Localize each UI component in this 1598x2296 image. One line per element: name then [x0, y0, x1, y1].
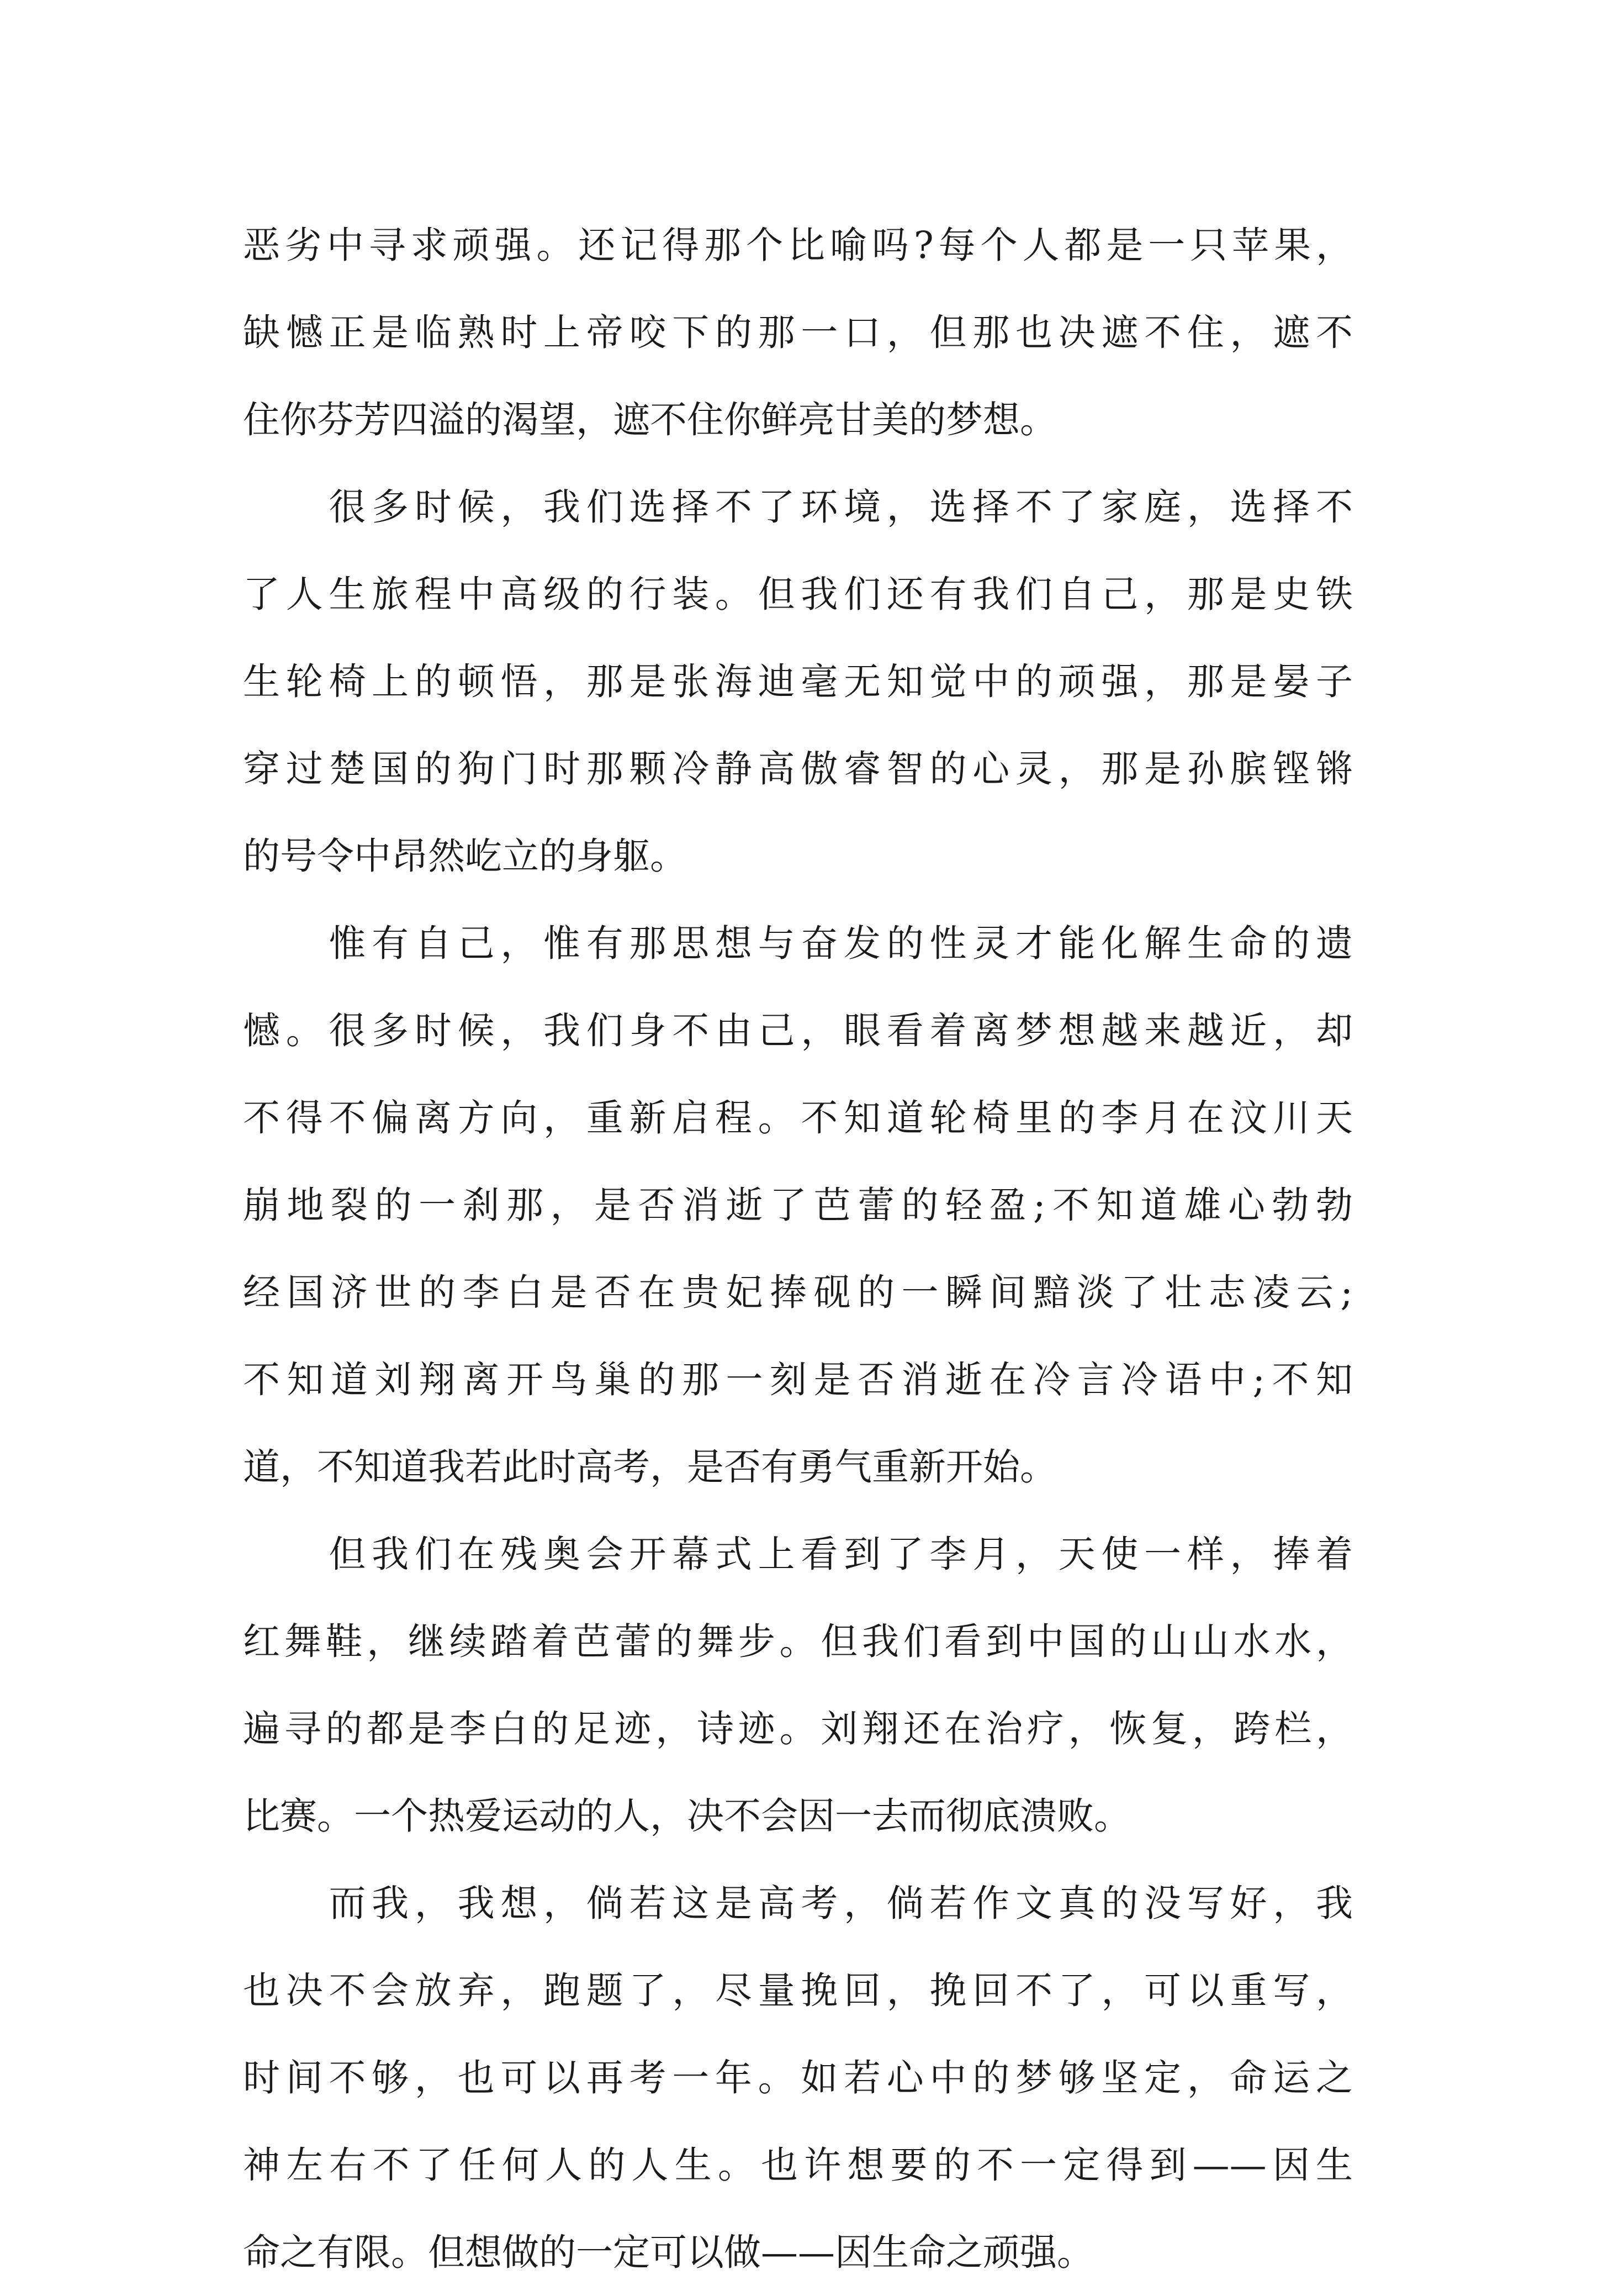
text-line: 住你芬芳四溢的渴望，遮不住你鲜亮甘美的梦想。: [243, 398, 1057, 441]
text-line: 时间不够，也可以再考一年。如若心中的梦够坚定，命运之: [243, 2056, 1353, 2099]
text-line: 穿过楚国的狗门时那颗冷静高傲睿智的心灵，那是孙膑铿锵: [243, 747, 1353, 790]
text-line: 命之有限。但想做的一定可以做——因生命之顽强。: [243, 2231, 1094, 2274]
text-line: 的号令中昂然屹立的身躯。: [243, 835, 687, 878]
text-line: 很多时候，我们选择不了环境，选择不了家庭，选择不: [243, 485, 1353, 529]
text-line: 不知道刘翔离开鸟巢的那一刻是否消逝在冷言冷语中;不知: [243, 1358, 1353, 1401]
text-line: 但我们在残奥会开幕式上看到了李月，天使一样，捧着: [243, 1533, 1353, 1576]
text-line: 崩地裂的一刹那，是否消逝了芭蕾的轻盈;不知道雄心勃勃: [243, 1184, 1353, 1227]
text-line: 缺憾正是临熟时上帝咬下的那一口，但那也决遮不住，遮不: [243, 311, 1353, 354]
essay-text: [243, 202, 1353, 2296]
text-line: 憾。很多时候，我们身不由己，眼看着离梦想越来越近，却: [243, 1009, 1353, 1052]
text-line: 而我，我想，倘若这是高考，倘若作文真的没写好，我: [243, 1882, 1353, 1925]
text-line: 神左右不了任何人的人生。也许想要的不一定得到——因生: [243, 2144, 1353, 2187]
text-line: 遍寻的都是李白的足迹，诗迹。刘翔还在治疗，恢复，跨栏，: [243, 1707, 1353, 1750]
text-line: 也决不会放弃，跑题了，尽量挽回，挽回不了，可以重写，: [243, 1969, 1353, 2012]
text-line: 红舞鞋，继续踏着芭蕾的舞步。但我们看到中国的山山水水，: [243, 1620, 1353, 1663]
text-line: 经国济世的李白是否在贵妃捧砚的一瞬间黯淡了壮志凌云;: [243, 1271, 1353, 1314]
text-line: 比赛。一个热爱运动的人，决不会因一去而彻底溃败。: [243, 1794, 1131, 1838]
text-line: 生轮椅上的顿悟，那是张海迪毫无知觉中的顽强，那是晏子: [243, 660, 1353, 703]
text-line: 恶劣中寻求顽强。还记得那个比喻吗?每个人都是一只苹果，: [243, 224, 1353, 267]
text-line: 了人生旅程中高级的行装。但我们还有我们自己，那是史铁: [243, 573, 1353, 616]
text-line: 道，不知道我若此时高考，是否有勇气重新开始。: [243, 1445, 1057, 1489]
text-line: 不得不偏离方向，重新启程。不知道轮椅里的李月在汶川天: [243, 1096, 1353, 1139]
text-line: 惟有自己，惟有那思想与奋发的性灵才能化解生命的遗: [243, 922, 1353, 965]
